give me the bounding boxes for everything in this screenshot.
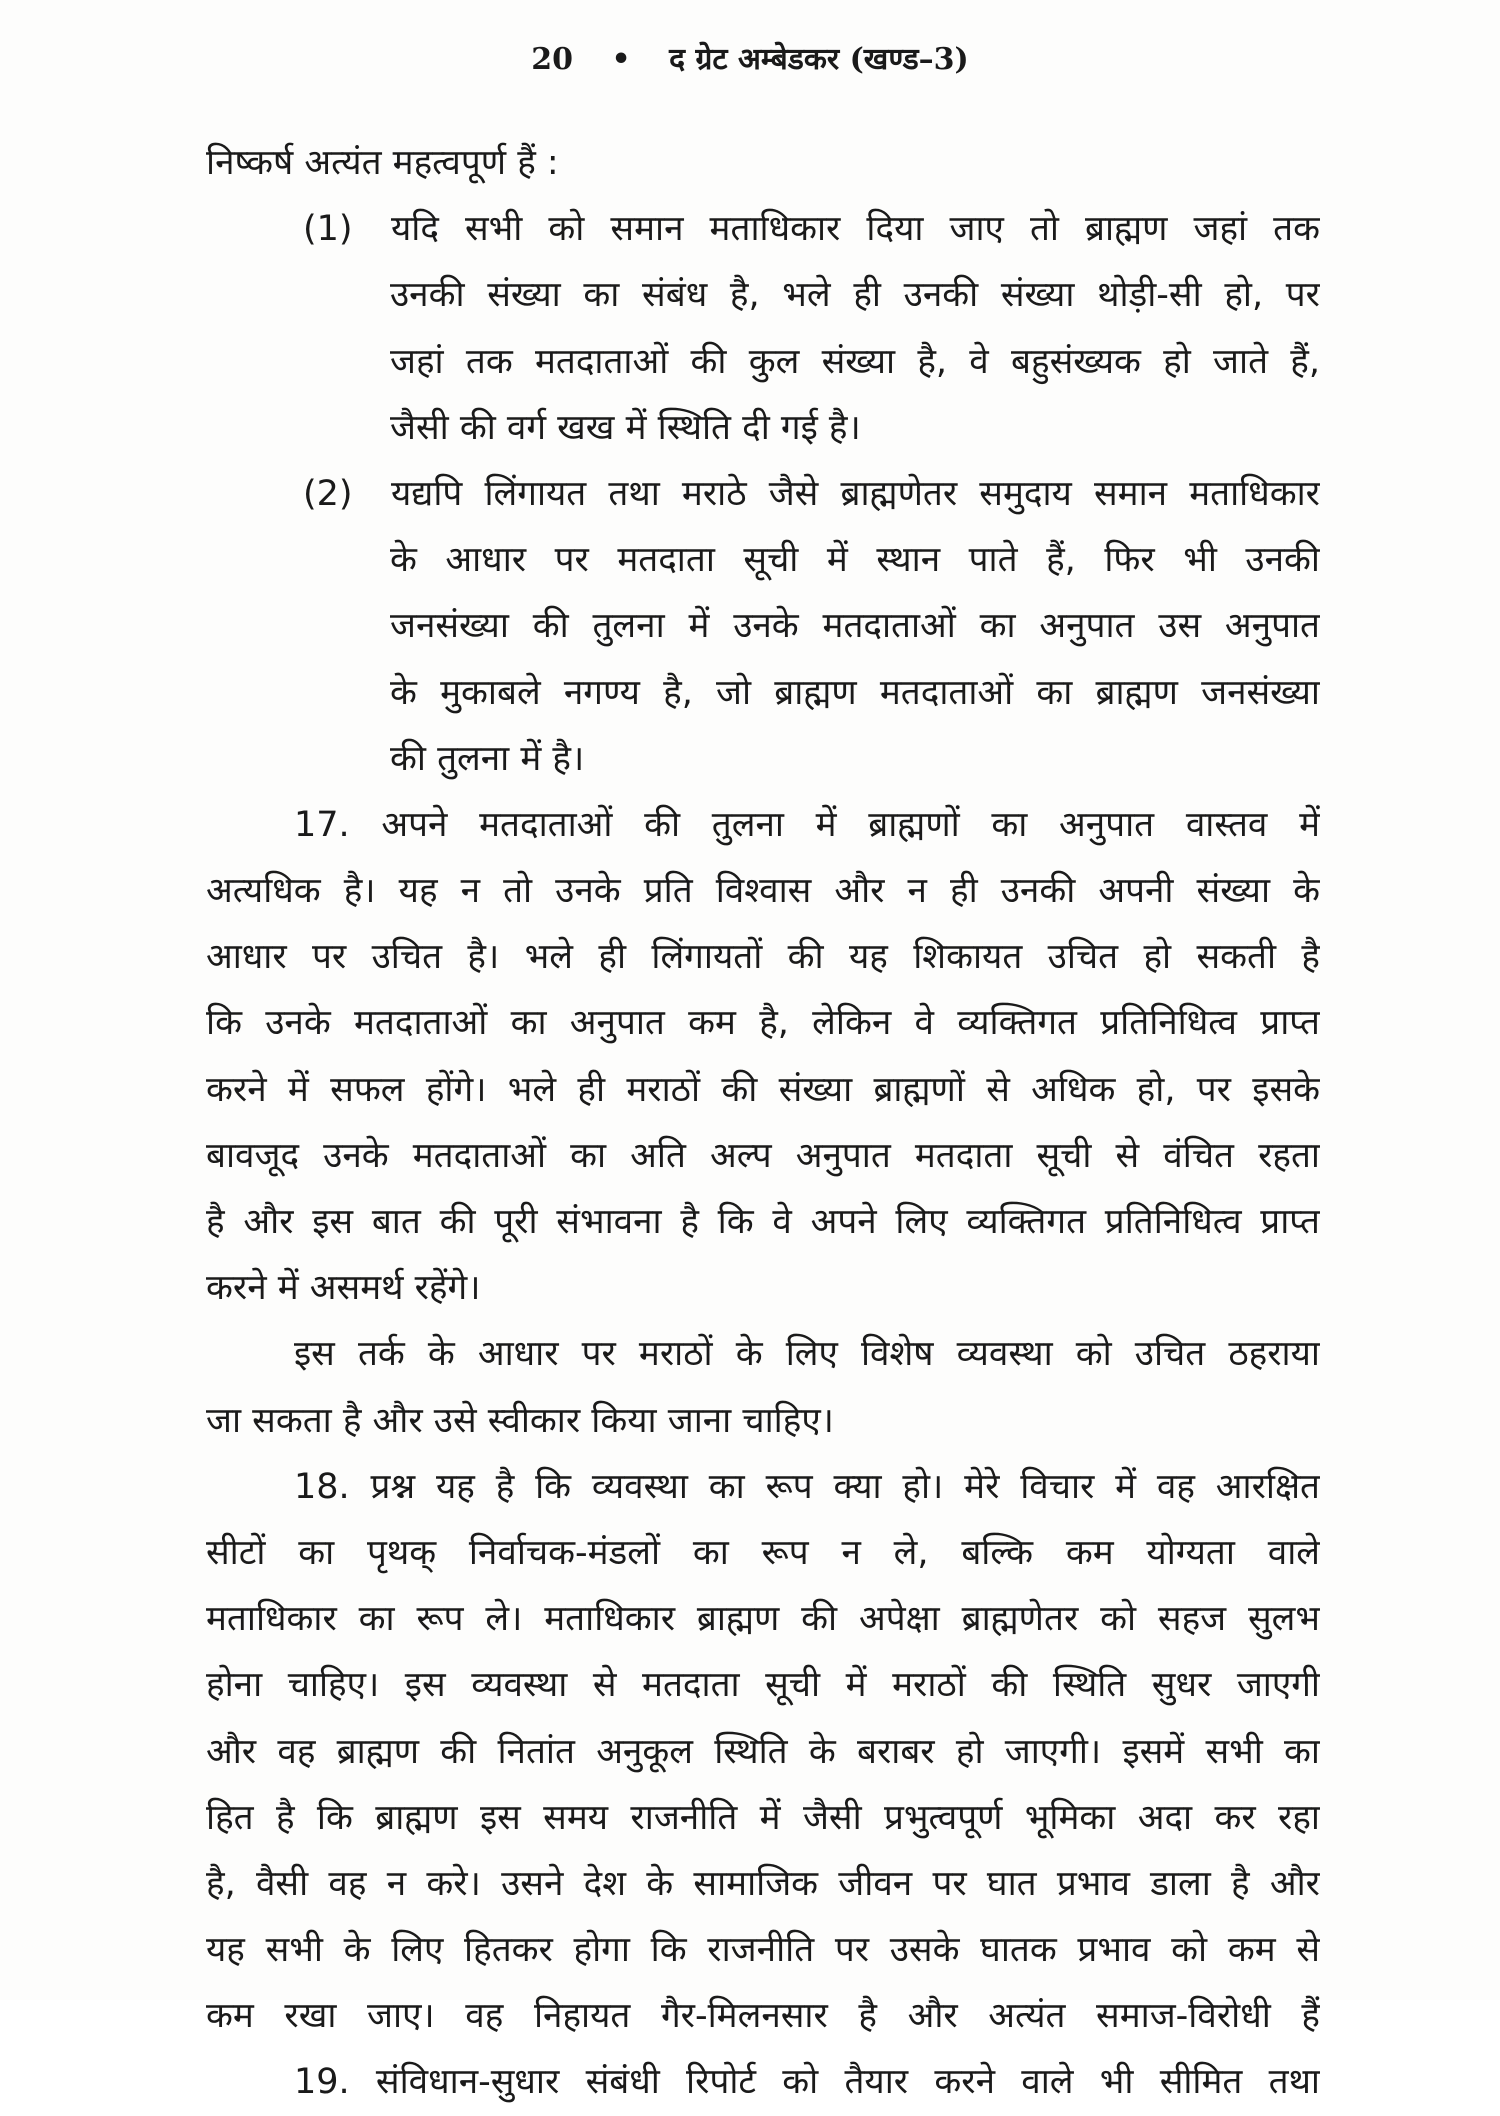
- paragraph-19-start: 19. संविधान-सुधार संबंधी रिपोर्ट को तैयार करने वाले भी सीमित तथा: [294, 2062, 1320, 2103]
- text-line: कम रखा जाए। वह निहायत गैर-मिलनसार है और अत्यंत समाज-विरोधी हैं: [206, 1996, 1320, 2037]
- body-text: [206, 130, 1320, 2116]
- text-line: जहां तक मतदाताओं की कुल संख्या है, वे बहुसंख्यक हो जाते हैं,: [390, 341, 1320, 382]
- text-line: अत्यधिक है। यह न तो उनके प्रति विश्वास और न ही उनकी अपनी संख्या के: [206, 871, 1320, 912]
- text-line: जनसंख्या की तुलना में उनके मतदाताओं का अनुपात उस अनुपात: [390, 606, 1320, 647]
- paragraph-18-start: 18. प्रश्न यह है कि व्यवस्था का रूप क्या हो। मेरे विचार में वह आरक्षित: [294, 1466, 1320, 1507]
- text-line: करने में सफल होंगे। भले ही मराठों की संख्या ब्राह्मणों से अधिक हो, पर इसके: [206, 1069, 1320, 1110]
- item-number: (1): [303, 209, 353, 250]
- numbered-item-line: [206, 461, 1320, 527]
- text-line: निष्कर्ष अत्यंत महत्वपूर्ण हैं :: [206, 143, 559, 183]
- text-line: जैसी की वर्ग खख में स्थिति दी गई है।: [390, 407, 861, 448]
- text-line: आधार पर उचित है। भले ही लिंगायतों की यह शिकायत उचित हो सकती है: [206, 937, 1320, 978]
- text-line: होना चाहिए। इस व्यवस्था से मतदाता सूची में मराठों की स्थिति सुधर जाएगी: [206, 1665, 1320, 1706]
- page-number: 20: [531, 42, 574, 77]
- text-line: और वह ब्राह्मण की नितांत अनुकूल स्थिति के बराबर हो जाएगी। इसमें सभी का: [206, 1731, 1320, 1772]
- text-line: हित है कि ब्राह्मण इस समय राजनीति में जैसी प्रभुत्वपूर्ण भूमिका अदा कर रहा: [206, 1797, 1320, 1838]
- text-line: यद्यपि लिंगायत तथा मराठे जैसे ब्राह्मणेतर समुदाय समान मताधिकार: [391, 473, 1320, 514]
- text-line: बावजूद उनके मतदाताओं का अति अल्प अनुपात मतदाता सूची से वंचित रहता: [206, 1135, 1320, 1176]
- text-line: की तुलना में है।: [390, 738, 585, 779]
- numbered-item-line: [206, 196, 1320, 262]
- text-line: के आधार पर मतदाता सूची में स्थान पाते हैं, फिर भी उनकी: [390, 540, 1320, 581]
- paragraph-17-start: 17. अपने मतदाताओं की तुलना में ब्राह्मणों का अनुपात वास्तव में: [294, 804, 1320, 845]
- text-line: सीटों का पृथक् निर्वाचक-मंडलों का रूप न ले, बल्कि कम योग्यता वाले: [206, 1532, 1320, 1573]
- text-line: है और इस बात की पूरी संभावना है कि वे अपने लिए व्यक्तिगत प्रतिनिधित्व प्राप्त: [206, 1202, 1320, 1242]
- text-line: जा सकता है और उसे स्वीकार किया जाना चाहिए।: [206, 1400, 834, 1441]
- text-line: यह सभी के लिए हितकर होगा कि राजनीति पर उसके घातक प्रभाव को कम से: [206, 1930, 1320, 1971]
- item-number: (2): [303, 473, 353, 514]
- paragraph-start: इस तर्क के आधार पर मराठों के लिए विशेष व्यवस्था को उचित ठहराया: [294, 1334, 1320, 1375]
- book-title: द ग्रेट अम्बेडकर (खण्ड–3): [669, 42, 969, 77]
- text-line: करने में असमर्थ रहेंगे।: [206, 1268, 481, 1309]
- running-header: [0, 38, 1500, 82]
- text-line: के मुकाबले नगण्य है, जो ब्राह्मण मतदाताओं का ब्राह्मण जनसंख्या: [390, 672, 1320, 713]
- text-line: उनकी संख्या का संबंध है, भले ही उनकी संख्या थोड़ी-सी हो, पर: [390, 275, 1320, 316]
- text-line: मताधिकार का रूप ले। मताधिकार ब्राह्मण की अपेक्षा ब्राह्मणेतर को सहज सुलभ: [206, 1599, 1320, 1640]
- header-bullet: •: [611, 42, 631, 77]
- text-line: है, वैसी वह न करे। उसने देश के सामाजिक जीवन पर घात प्रभाव डाला है और: [206, 1863, 1320, 1904]
- text-line: यदि सभी को समान मताधिकार दिया जाए तो ब्राह्मण जहां तक: [391, 209, 1320, 250]
- text-line: कि उनके मतदाताओं का अनुपात कम है, लेकिन वे व्यक्तिगत प्रतिनिधित्व प्राप्त: [206, 1003, 1320, 1044]
